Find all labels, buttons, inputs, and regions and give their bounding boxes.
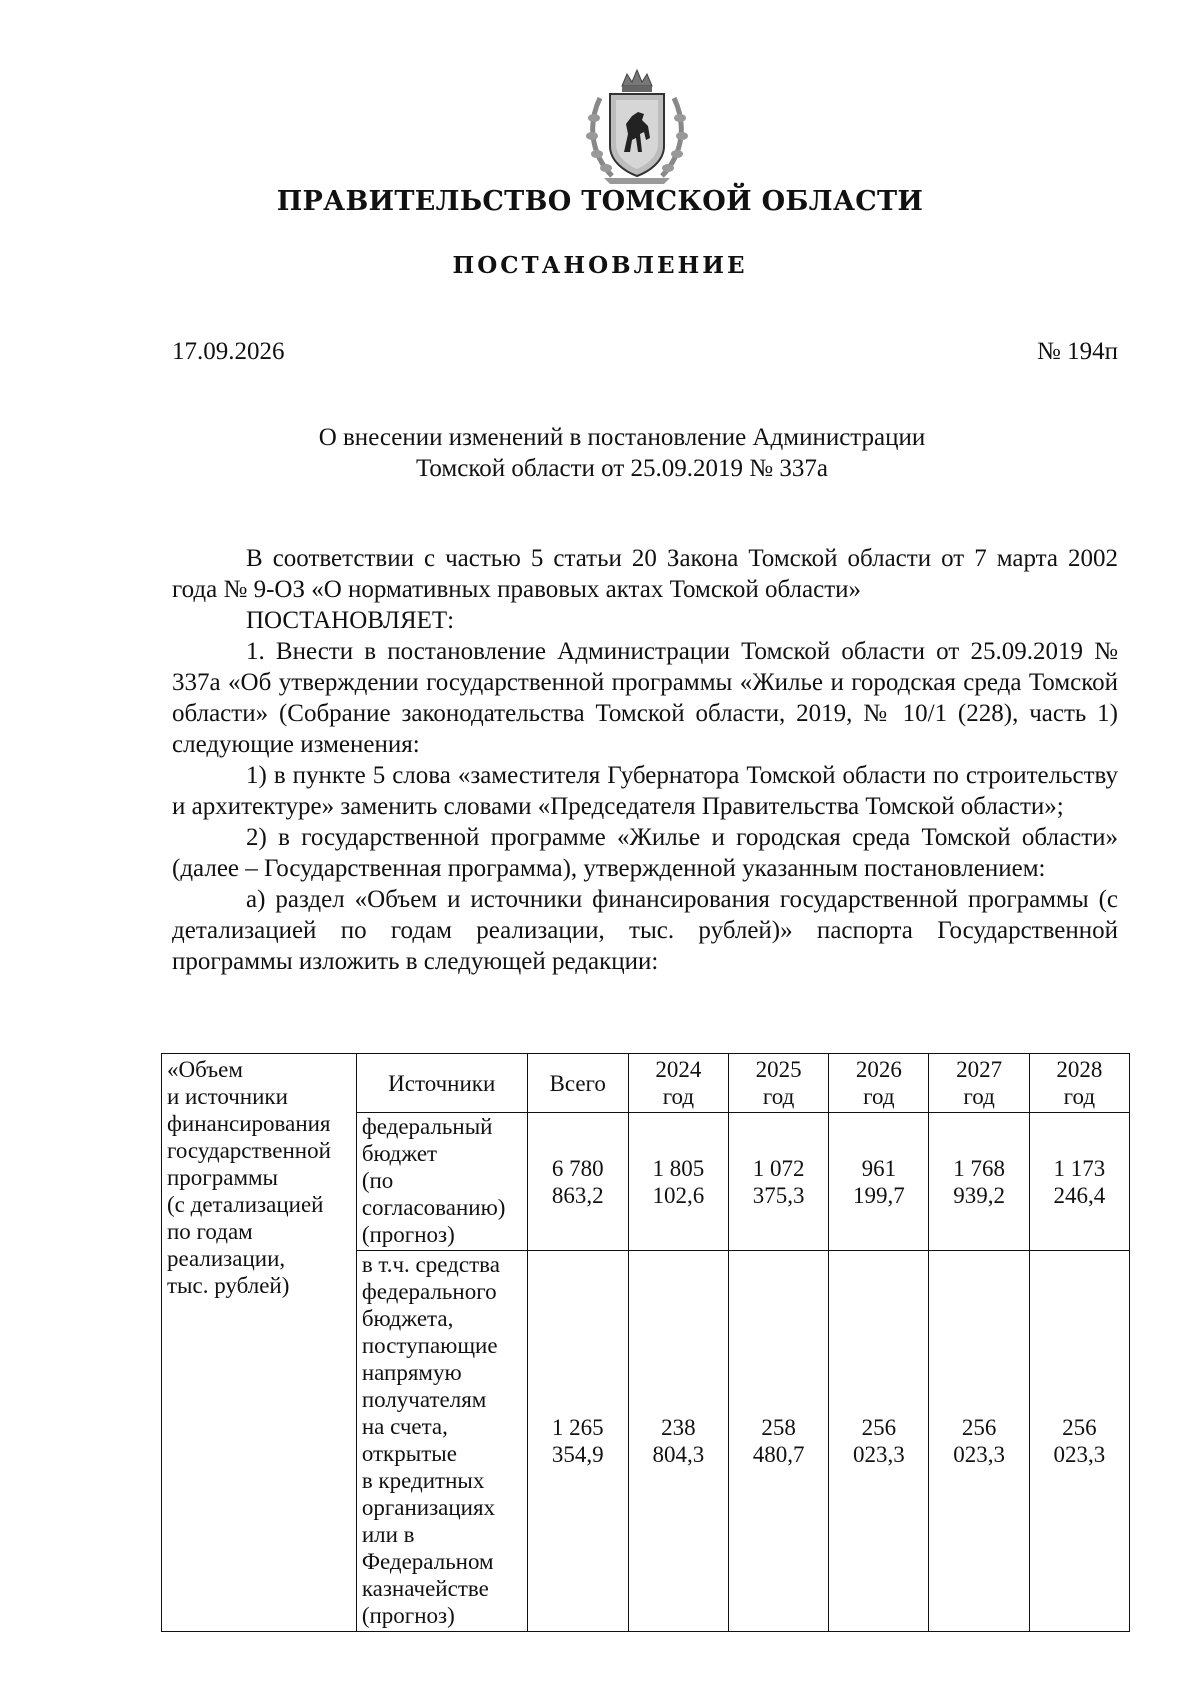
value-cell: 256 023,3 [829, 1251, 929, 1632]
document-number: № 194п [1037, 338, 1118, 365]
paragraph-resolves: ПОСТАНОВЛЯЕТ: [246, 607, 455, 634]
paragraph-item-1: 1. Внести в постановление Администрации Томской области от 25.09.2019 № 337а «Об утверждении государственной программы «Жилье и городская среда Томской области» (Собрание законодательства Томской области, 2019, № 10/1 (228), часть 1) следующие изменения: [172, 638, 1118, 758]
document-body [172, 543, 1118, 977]
paragraph-subitem-2: 2) в государственной программе «Жилье и городская среда Томской области» (далее – Государственная программа), утвержденной указанным постановлением: [172, 824, 1118, 882]
value-cell: 258 480,7 [729, 1251, 829, 1632]
paragraph-legal-basis: В соответствии с частью 5 статьи 20 Закона Томской области от 7 марта 2002 года № 9-ОЗ «О нормативных правовых актах Томской области» [172, 545, 1118, 603]
paragraph-subitem-a: а) раздел «Объем и источники финансирования государственной программы (с детализацией по годам реализации, тыс. рублей)» паспорта Государственной программы изложить в следующей редакции: [172, 886, 1118, 975]
subject-line-1: О внесении изменений в постановление Администрации [318, 424, 926, 451]
paragraph-subitem-1: 1) в пункте 5 слова «заместителя Губернатора Томской области по строительству и архитектуре» заменить словами «Председателя Правительства Томской области»; [172, 762, 1118, 820]
row-header-cell: «Объем и источники финансирования государственной программы (с детализацией по годам реализации, тыс. рублей) [162, 1054, 357, 1632]
value-cell: 1 768 939,2 [929, 1113, 1029, 1251]
value-cell: 1 072 375,3 [729, 1113, 829, 1251]
financing-table [161, 1053, 1130, 1632]
source-cell: федеральный бюджет (по согласованию) (прогноз) [356, 1113, 527, 1251]
value-cell: 256 023,3 [929, 1251, 1029, 1632]
column-header-year: 2028 год [1029, 1054, 1129, 1113]
total-cell: 1 265 354,9 [527, 1251, 628, 1632]
subject-line-2: Томской области от 25.09.2019 № 337а [416, 455, 828, 482]
column-header-year: 2027 год [929, 1054, 1029, 1113]
government-title: ПРАВИТЕЛЬСТВО ТОМСКОЙ ОБЛАСТИ [276, 186, 924, 217]
document-subject [250, 422, 994, 484]
column-header-total: Всего [527, 1054, 628, 1113]
value-cell: 1 173 246,4 [1029, 1113, 1129, 1251]
table-header-row [162, 1054, 1130, 1113]
value-cell: 961 199,7 [829, 1113, 929, 1251]
document-date: 17.09.2026 [172, 338, 285, 365]
column-header-year: 2025 год [729, 1054, 829, 1113]
tomsk-region-coat-of-arms-icon [582, 68, 692, 188]
column-header-sources: Источники [356, 1054, 527, 1113]
column-header-year: 2026 год [829, 1054, 929, 1113]
value-cell: 238 804,3 [628, 1251, 728, 1632]
total-cell: 6 780 863,2 [527, 1113, 628, 1251]
document-type: ПОСТАНОВЛЕНИЕ [452, 252, 748, 279]
column-header-year: 2024 год [628, 1054, 728, 1113]
source-cell: в т.ч. средства федерального бюджета, поступающие напрямую получателям на счета, открытые в кредитных организациях или в Федеральном казначействе (прогноз) [356, 1251, 527, 1632]
value-cell: 256 023,3 [1029, 1251, 1129, 1632]
value-cell: 1 805 102,6 [628, 1113, 728, 1251]
